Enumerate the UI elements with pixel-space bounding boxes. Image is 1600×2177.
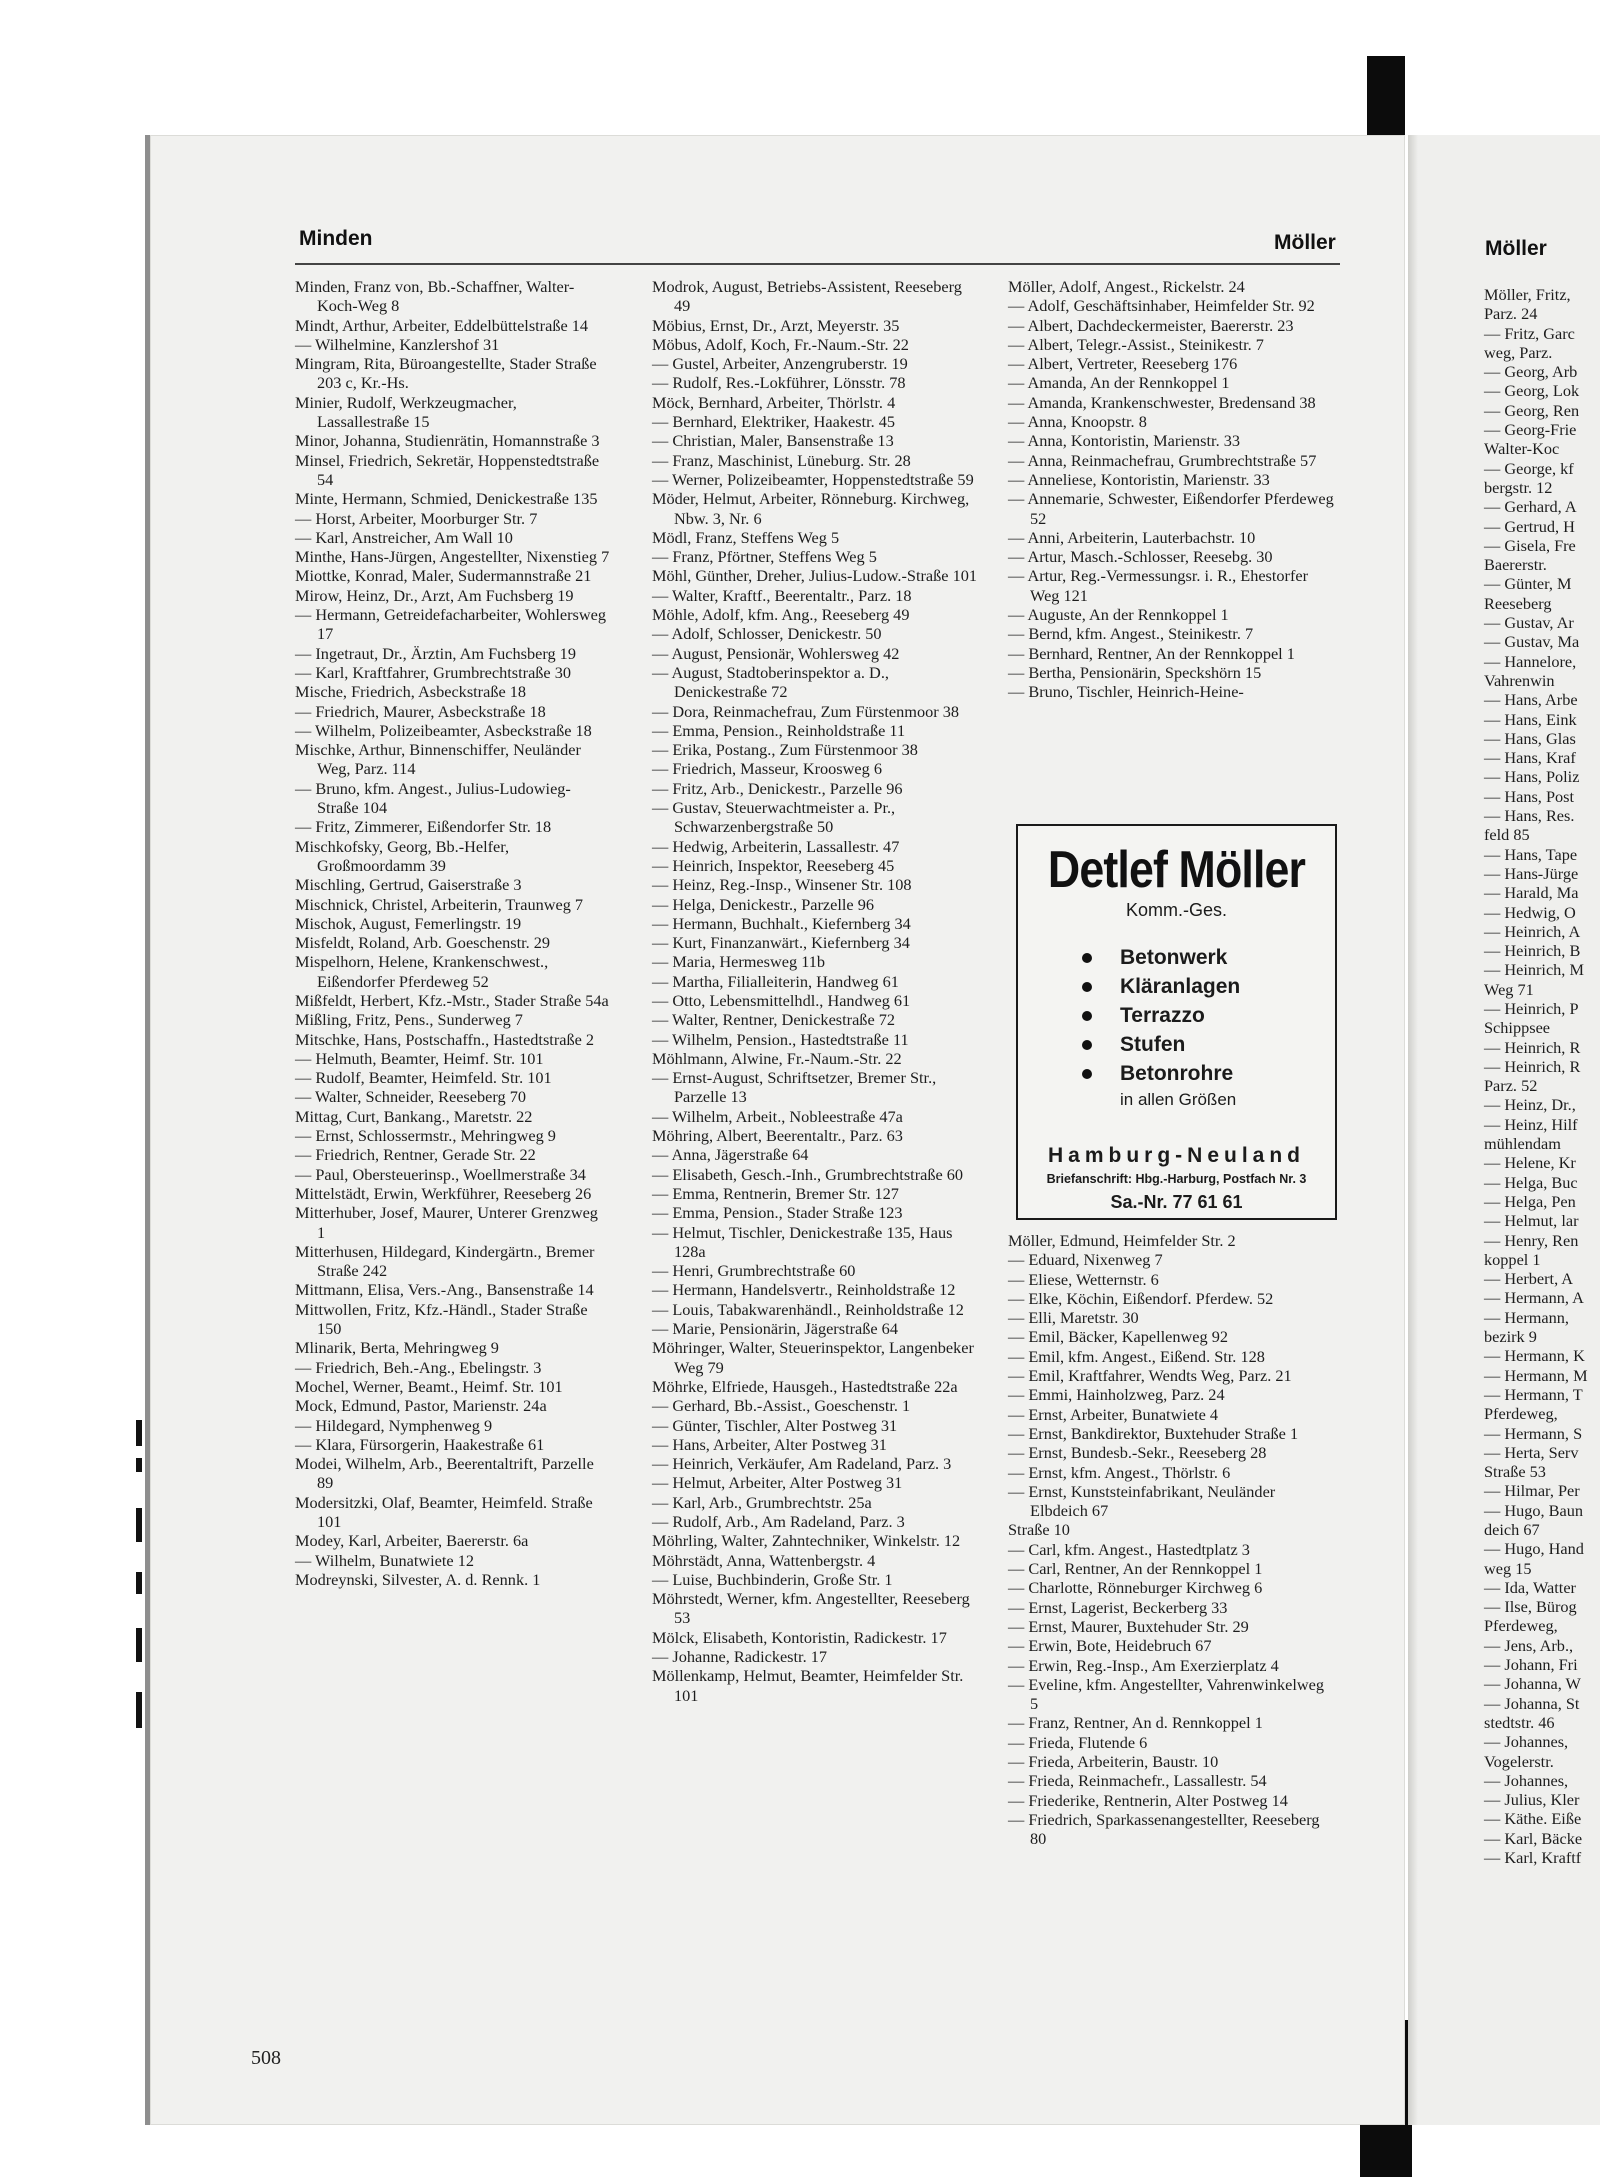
directory-entry: — Hans, Poliz	[1484, 767, 1580, 787]
directory-entry: Pferdeweg,	[1484, 1616, 1558, 1636]
directory-entry: Möhrstädt, Anna, Wattenbergstr. 4	[652, 1550, 876, 1570]
directory-entry: Walter-Koc	[1484, 439, 1560, 459]
ad-product-item: Stufen	[1082, 1030, 1335, 1059]
directory-entry: — Karl, Arb., Grumbrechtstr. 25a	[652, 1492, 872, 1512]
directory-entry: — Ernst, Lagerist, Beckerberg 33	[1008, 1597, 1228, 1617]
directory-entry: mühlendam	[1484, 1134, 1561, 1154]
directory-entry: Modersitzki, Olaf, Beamter, Heimfeld. Straße 101	[295, 1492, 593, 1531]
directory-entry: — Helmut, Arbeiter, Alter Postweg 31	[652, 1473, 903, 1493]
directory-entry: — Heinrich, M	[1484, 960, 1584, 980]
directory-entry: Möbius, Ernst, Dr., Arzt, Meyerstr. 35	[652, 315, 900, 335]
ad-product-list	[1082, 943, 1335, 1088]
bullet-icon	[1082, 1011, 1092, 1021]
directory-entry: — Karl, Kraftf	[1484, 1848, 1582, 1868]
directory-entry: — Helmut, lar	[1484, 1211, 1579, 1231]
directory-entry: — Karl, Anstreicher, Am Wall 10	[295, 527, 513, 547]
directory-entry: — Artur, Masch.-Schlosser, Reesebg. 30	[1008, 547, 1273, 567]
directory-entry: Mindt, Arthur, Arbeiter, Eddelbüttelstraße 14	[295, 315, 589, 335]
directory-entry: — Hugo, Baun	[1484, 1500, 1584, 1520]
directory-entry: — Ernst, Bankdirektor, Buxtehuder Straße 1	[1008, 1423, 1299, 1443]
directory-entry: — Hedwig, O	[1484, 902, 1576, 922]
directory-entry: — Ernst, Schlossermstr., Mehringweg 9	[295, 1126, 556, 1146]
directory-entry: — Bertha, Pensionärin, Speckshörn 15	[1008, 662, 1262, 682]
directory-entry: — Heinrich, R	[1484, 1056, 1581, 1076]
directory-entry: Möck, Bernhard, Arbeiter, Thörlstr. 4	[652, 392, 896, 412]
directory-entry: Mischnick, Christel, Arbeiterin, Traunweg 7	[295, 894, 584, 914]
directory-entry: — Klara, Fürsorgerin, Haakestraße 61	[295, 1434, 545, 1454]
directory-entry: — Heinz, Dr.,	[1484, 1095, 1576, 1115]
directory-entry: weg 15	[1484, 1558, 1532, 1578]
directory-entry: Mischok, August, Femerlingstr. 19	[295, 913, 522, 933]
directory-entry: — Eliese, Wetternstr. 6	[1008, 1269, 1159, 1289]
directory-entry: Straße 10	[1008, 1520, 1070, 1540]
directory-entry: — Karl, Bäcke	[1484, 1828, 1583, 1848]
directory-entry: — Bruno, kfm. Angest., Julius-Ludowieg-Straße 104	[295, 778, 571, 818]
directory-entry: — Amanda, Krankenschwester, Bredensand 38	[1008, 392, 1316, 412]
directory-entry: Möhrling, Walter, Zahntechniker, Winkelstr. 12	[652, 1531, 961, 1551]
directory-entry: — Heinrich, B	[1484, 941, 1581, 961]
directory-entry: Miottke, Konrad, Maler, Sudermannstraße 21	[295, 566, 592, 586]
directory-entry: Parz. 52	[1484, 1076, 1538, 1096]
running-head-left: Minden	[299, 227, 373, 250]
directory-entry: — Erwin, Bote, Heidebruch 67	[1008, 1636, 1212, 1656]
directory-entry: — Rudolf, Beamter, Heimfeld. Str. 101	[295, 1068, 552, 1088]
directory-entry: — Hans, Eink	[1484, 709, 1577, 729]
directory-entry: Mochel, Werner, Beamt., Heimf. Str. 101	[295, 1376, 563, 1396]
directory-entry: — Hugo, Hand	[1484, 1539, 1584, 1559]
directory-entry: — Adolf, Geschäftsinhaber, Heimfelder Str. 92	[1008, 296, 1315, 316]
directory-entry: — Helga, Buc	[1484, 1172, 1578, 1192]
directory-entry: — Otto, Lebensmittelhdl., Handweg 61	[652, 990, 911, 1010]
directory-entry: Mische, Friedrich, Asbeckstraße 18	[295, 682, 527, 702]
directory-entry: — Wilhelm, Polizeibeamter, Asbeckstraße 18	[295, 720, 592, 740]
directory-entry: — Elli, Maretstr. 30	[1008, 1308, 1139, 1328]
directory-entry: — Annemarie, Schwester, Eißendorfer Pferdeweg 52	[1008, 489, 1334, 528]
directory-entry: Baererstr.	[1484, 555, 1547, 575]
directory-entry: — Bruno, Tischler, Heinrich-Heine-	[1008, 682, 1244, 702]
directory-entry: — Elke, Köchin, Eißendorf. Pferdew. 52	[1008, 1288, 1274, 1308]
directory-entry: — Johanna, W	[1484, 1674, 1581, 1694]
directory-entry: — Johanne, Radickestr. 17	[652, 1647, 827, 1667]
directory-entry: — Helga, Pen	[1484, 1191, 1576, 1211]
ad-company-name: Detlef Möller	[1047, 841, 1306, 899]
directory-entry: — Henri, Grumbrechtstraße 60	[652, 1261, 856, 1281]
directory-entry: — Friedrich, Beh.-Ang., Ebelingstr. 3	[295, 1357, 542, 1377]
directory-entry: — Gustav, Ar	[1484, 613, 1574, 633]
next-page-column	[1484, 285, 1600, 1867]
directory-entry: Mißfeldt, Herbert, Kfz.-Mstr., Stader Straße 54a	[295, 990, 609, 1010]
directory-entry: — Gertrud, H	[1484, 516, 1575, 536]
directory-entry: — Heinz, Hilf	[1484, 1114, 1578, 1134]
directory-entry: Möhringer, Walter, Steuerinspektor, Langenbeker Weg 79	[652, 1338, 974, 1377]
directory-entry: — Luise, Buchbinderin, Große Str. 1	[652, 1569, 893, 1589]
directory-entry: deich 67	[1484, 1520, 1540, 1539]
directory-entry: — Hans, Res.	[1484, 806, 1575, 826]
directory-entry: Pferdeweg,	[1484, 1404, 1558, 1424]
directory-entry: Reeseberg	[1484, 593, 1552, 613]
directory-entry: — Walter, Kraftf., Beerentaltr., Parz. 18	[652, 585, 912, 605]
directory-entry: — Julius, Kler	[1484, 1790, 1580, 1810]
directory-entry: — Bernhard, Rentner, An der Rennkoppel 1	[1008, 643, 1295, 663]
directory-entry: — Frieda, Flutende 6	[1008, 1732, 1148, 1752]
directory-entry: Mirow, Heinz, Dr., Arzt, Am Fuchsberg 19	[295, 585, 574, 605]
directory-entry: — Johanna, St	[1484, 1693, 1580, 1713]
directory-entry: — Ernst, Kunststeinfabrikant, Neuländer Elbdeich 67	[1008, 1481, 1276, 1521]
directory-entry: Mischke, Arthur, Binnenschiffer, Neuländer Weg, Parz. 114	[295, 740, 581, 779]
directory-entry: — Emmi, Hainholzweg, Parz. 24	[1008, 1385, 1225, 1405]
directory-entry: — George, kf	[1484, 458, 1574, 478]
directory-entry: bergstr. 12	[1484, 477, 1553, 497]
directory-entry: — Hermann, K	[1484, 1346, 1585, 1366]
directory-entry: Minsel, Friedrich, Sekretär, Hoppenstedtstraße 54	[295, 450, 600, 489]
directory-entry: — Hans, Tape	[1484, 844, 1578, 864]
directory-entry: — Erika, Postang., Zum Fürstenmoor 38	[652, 740, 918, 760]
directory-entry: — Emil, Kraftfahrer, Wendts Weg, Parz. 21	[1008, 1366, 1292, 1386]
directory-entry: — Friederike, Rentnerin, Alter Postweg 14	[1008, 1790, 1288, 1810]
ad-city: Hamburg-Neuland	[1047, 1144, 1305, 1167]
directory-entry: — Ernst, Bundesb.-Sekr., Reeseberg 28	[1008, 1443, 1267, 1463]
advertisement	[1016, 824, 1337, 1220]
ad-product-item: Betonrohre	[1082, 1059, 1335, 1088]
directory-entry: Minthe, Hans-Jürgen, Angestellter, Nixenstieg 7	[295, 547, 610, 567]
directory-entry: — Hermann, Getreidefacharbeiter, Wohlersweg 17	[295, 605, 607, 644]
directory-entry: — Gustel, Arbeiter, Anzengruberstr. 19	[652, 354, 908, 374]
directory-entry: — Emil, kfm. Angest., Eißend. Str. 128	[1008, 1346, 1265, 1366]
directory-entry: — Walter, Rentner, Denickestraße 72	[652, 1010, 896, 1030]
directory-entry: Mingram, Rita, Büroangestellte, Stader Straße 203 c, Kr.-Hs.	[295, 354, 597, 393]
directory-entry: — Emma, Pension., Reinholdstraße 11	[652, 720, 906, 740]
bullet-icon	[1082, 953, 1092, 963]
directory-entry: — Albert, Telegr.-Assist., Steinikestr. 7	[1008, 334, 1264, 354]
directory-entry: — Hermann,	[1484, 1307, 1569, 1327]
directory-entry: — Georg, Arb	[1484, 362, 1578, 382]
directory-entry: Möhring, Albert, Beerentaltr., Parz. 63	[652, 1126, 903, 1146]
directory-entry: — Elisabeth, Gesch.-Inh., Grumbrechtstraße 60	[652, 1164, 964, 1184]
directory-entry: — Friedrich, Rentner, Gerade Str. 22	[295, 1145, 536, 1165]
directory-entry: — Hedwig, Arbeiterin, Lassallestr. 47	[652, 836, 900, 856]
directory-entry: bezirk 9	[1484, 1327, 1537, 1347]
directory-entry: — Heinrich, R	[1484, 1037, 1581, 1057]
directory-entry: — Frieda, Reinmachefr., Lassallestr. 54	[1008, 1771, 1267, 1791]
directory-entry: — Georg, Ren	[1484, 400, 1580, 420]
directory-entry: — Helmuth, Beamter, Heimf. Str. 101	[295, 1048, 544, 1068]
directory-entry: — Emma, Rentnerin, Bremer Str. 127	[652, 1183, 899, 1203]
directory-entry: — Herta, Serv	[1484, 1442, 1579, 1462]
directory-entry: — Dora, Reinmachefrau, Zum Fürstenmoor 38	[652, 701, 960, 721]
directory-entry: — Hans, Glas	[1484, 728, 1576, 748]
directory-entry: Modei, Wilhelm, Arb., Beerentaltrift, Parzelle 89	[295, 1454, 594, 1493]
column-a	[295, 277, 610, 1589]
directory-entry: — Wilhelmine, Kanzlershof 31	[295, 334, 500, 354]
column-c-top	[1008, 277, 1336, 702]
directory-entry: — Albert, Vertreter, Reeseberg 176	[1008, 354, 1238, 374]
directory-entry: stedtstr. 46	[1484, 1712, 1555, 1732]
directory-entry: — Gustav, Ma	[1484, 632, 1580, 652]
directory-entry: Mölck, Elisabeth, Kontoristin, Radickestr. 17	[652, 1627, 947, 1647]
directory-entry: — Ernst, Arbeiter, Bunatwiete 4	[1008, 1404, 1219, 1424]
directory-entry: Möller, Edmund, Heimfelder Str. 2	[1008, 1231, 1236, 1250]
directory-entry: Mittwollen, Fritz, Kfz.-Händl., Stader Straße 150	[295, 1299, 588, 1339]
directory-entry: Minte, Hermann, Schmied, Denickestraße 135	[295, 489, 598, 509]
directory-entry: — Eveline, kfm. Angestellter, Vahrenwinkelweg 5	[1008, 1674, 1324, 1714]
directory-entry: Minor, Johanna, Studienrätin, Homannstraße 3	[295, 431, 600, 451]
directory-entry: — Charlotte, Rönneburger Kirchweg 6	[1008, 1578, 1263, 1598]
directory-entry: — Louis, Tabakwarenhändl., Reinholdstraße 12	[652, 1299, 964, 1319]
bullet-icon	[1082, 982, 1092, 992]
directory-entry: — Adolf, Schlosser, Denickestr. 50	[652, 624, 882, 644]
margin-marks	[136, 1420, 145, 1750]
directory-entry: — Ida, Watter	[1484, 1577, 1576, 1597]
directory-entry: — Fritz, Zimmerer, Eißendorfer Str. 18	[295, 817, 552, 837]
directory-entry: Weg 71	[1484, 979, 1534, 999]
bullet-icon	[1082, 1069, 1092, 1079]
directory-entry: Parz. 24	[1484, 304, 1538, 324]
directory-entry: — Marie, Pensionärin, Jägerstraße 64	[652, 1319, 898, 1339]
directory-entry: Möder, Helmut, Arbeiter, Rönneburg. Kirchweg, Nbw. 3, Nr. 6	[652, 489, 970, 528]
directory-entry: — Helga, Denickestr., Parzelle 96	[652, 894, 874, 914]
directory-entry: Modreynski, Silvester, A. d. Rennk. 1	[295, 1569, 541, 1589]
directory-entry: — Anni, Arbeiterin, Lauterbachstr. 10	[1008, 527, 1256, 547]
directory-entry: Möller, Fritz,	[1484, 285, 1571, 304]
directory-entry: — Hans, Post	[1484, 786, 1575, 806]
directory-entry: — Hermann, Buchhalt., Kiefernberg 34	[652, 913, 911, 933]
directory-entry: — Hermann, T	[1484, 1384, 1583, 1404]
directory-entry: — Hermann, M	[1484, 1365, 1588, 1385]
page-number: 508	[251, 2047, 281, 2069]
directory-entry: — Anna, Kontoristin, Marienstr. 33	[1008, 431, 1240, 451]
directory-entry: — Ernst-August, Schriftsetzer, Bremer Str., Parzelle 13	[652, 1068, 937, 1107]
ad-product-item: Terrazzo	[1082, 1001, 1335, 1030]
directory-entry: — Fritz, Garc	[1484, 323, 1575, 343]
directory-entry: Mlinarik, Berta, Mehringweg 9	[295, 1338, 499, 1358]
directory-entry: — Heinrich, Verkäufer, Am Radeland, Parz. 3	[652, 1454, 952, 1474]
ad-sizes-note: in allen Größen	[1120, 1090, 1237, 1109]
directory-entry: Minden, Franz von, Bb.-Schaffner, Walter-Koch-Weg 8	[295, 277, 575, 316]
directory-entry: — Ilse, Bürog	[1484, 1597, 1577, 1617]
directory-entry: — Carl, Rentner, An der Rennkoppel 1	[1008, 1559, 1263, 1579]
directory-entry: — Anna, Knoopstr. 8	[1008, 412, 1147, 432]
directory-entry: Vahrenwin	[1484, 670, 1555, 690]
directory-entry: — Friedrich, Masseur, Kroosweg 6	[652, 759, 882, 779]
ad-product-item: Kläranlagen	[1082, 972, 1335, 1001]
directory-entry: — Johannes,	[1484, 1732, 1569, 1752]
directory-entry: — Heinrich, Inspektor, Reeseberg 45	[652, 855, 895, 875]
directory-entry: — Wilhelm, Bunatwiete 12	[295, 1550, 475, 1570]
directory-entry: Modey, Karl, Arbeiter, Baererstr. 6a	[295, 1531, 529, 1551]
directory-entry: — Hans, Kraf	[1484, 748, 1576, 768]
directory-entry: Mittmann, Elisa, Vers.-Ang., Bansenstraße 14	[295, 1280, 594, 1300]
directory-entry: — Gustav, Steuerwachtmeister a. Pr., Schwarzenbergstraße 50	[652, 798, 896, 837]
directory-entry: — Anneliese, Kontoristin, Marienstr. 33	[1008, 469, 1270, 489]
directory-entry: Minier, Rudolf, Werkzeugmacher, Lassallestraße 15	[295, 392, 517, 432]
directory-entry: Möhrstedt, Werner, kfm. Angestellter, Reeseberg 53	[652, 1589, 970, 1628]
directory-entry: — Jens, Arb.,	[1484, 1635, 1574, 1655]
directory-entry: — Christian, Maler, Bansenstraße 13	[652, 431, 894, 451]
directory-entry: — Franz, Pförtner, Steffens Weg 5	[652, 547, 877, 567]
directory-entry: Mischling, Gertrud, Gaiserstraße 3	[295, 875, 522, 895]
directory-entry: Mitschke, Hans, Postschaffn., Hastedtstraße 2	[295, 1029, 595, 1049]
ad-address: Briefanschrift: Hbg.-Harburg, Postfach Nr. 3	[1046, 1172, 1307, 1186]
directory-entry: Mittelstädt, Erwin, Werkführer, Reeseberg 26	[295, 1183, 592, 1203]
directory-entry: — Rudolf, Res.-Lokführer, Lönsstr. 78	[652, 373, 906, 393]
directory-entry: — Johannes,	[1484, 1770, 1569, 1790]
ad-phone: Sa.-Nr. 77 61 61	[1110, 1192, 1243, 1212]
directory-entry: — Amanda, An der Rennkoppel 1	[1008, 373, 1230, 393]
directory-entry: — Hermann, S	[1484, 1423, 1583, 1443]
directory-entry: Misfeldt, Roland, Arb. Goeschenstr. 29	[295, 933, 551, 953]
directory-entry: Mock, Edmund, Pastor, Marienstr. 24a	[295, 1396, 547, 1416]
left-page	[145, 135, 1405, 2125]
directory-entry: — Emil, Bäcker, Kapellenweg 92	[1008, 1327, 1228, 1347]
directory-entry: Möhrke, Elfriede, Hausgeh., Hastedtstraße 22a	[652, 1376, 958, 1396]
directory-entry: — August, Stadtoberinspektor a. D., Denickestraße 72	[652, 662, 889, 702]
directory-entry: — Friedrich, Sparkassenangestellter, Reeseberg 80	[1008, 1809, 1320, 1849]
ad-product-item: Betonwerk	[1082, 943, 1335, 972]
directory-entry: — Henry, Ren	[1484, 1230, 1579, 1250]
directory-entry: — Heinrich, A	[1484, 921, 1581, 941]
directory-entry: Mißling, Fritz, Pens., Sunderweg 7	[295, 1010, 523, 1030]
directory-entry: — Artur, Reg.-Vermessungsr. i. R., Ehestorfer Weg 121	[1008, 566, 1309, 605]
directory-entry: — Anna, Jägerstraße 64	[652, 1145, 809, 1165]
directory-entry: koppel 1	[1484, 1249, 1541, 1269]
directory-entry: Möbus, Adolf, Koch, Fr.-Naum.-Str. 22	[652, 334, 909, 354]
directory-entry: — Walter, Schneider, Reeseberg 70	[295, 1087, 526, 1107]
directory-entry: — Hermann, A	[1484, 1288, 1584, 1308]
directory-entry: — Hans-Jürge	[1484, 863, 1579, 883]
directory-entry: Möhlmann, Alwine, Fr.-Naum.-Str. 22	[652, 1048, 902, 1068]
directory-entry: Straße 53	[1484, 1462, 1546, 1482]
directory-entry: — Wilhelm, Pension., Hastedtstraße 11	[652, 1029, 909, 1049]
running-head-right: Möller	[1274, 231, 1336, 254]
directory-entry: — Martha, Filialleiterin, Handweg 61	[652, 971, 899, 991]
directory-entry: — Bernd, kfm. Angest., Steinikestr. 7	[1008, 624, 1254, 644]
directory-entry: — Fritz, Arb., Denickestr., Parzelle 96	[652, 778, 903, 798]
directory-entry: — Gerhard, A	[1484, 497, 1577, 517]
directory-entry: — Georg-Frie	[1484, 420, 1577, 440]
directory-entry: — Heinrich, P	[1484, 998, 1579, 1018]
directory-entry: — Kurt, Finanzanwärt., Kiefernberg 34	[652, 933, 910, 953]
directory-entry: — Anna, Reinmachefrau, Grumbrechtstraße 57	[1008, 450, 1317, 470]
directory-entry: — Albert, Dachdeckermeister, Baererstr. 23	[1008, 315, 1294, 335]
directory-entry: — Karl, Kraftfahrer, Grumbrechtstraße 30	[295, 662, 572, 682]
directory-entry: — Carl, kfm. Angest., Hastedtplatz 3	[1008, 1539, 1250, 1559]
directory-entry: — Frieda, Arbeiterin, Baustr. 10	[1008, 1752, 1219, 1772]
directory-entry: Mittag, Curt, Bankang., Maretstr. 22	[295, 1106, 533, 1126]
directory-entry: — Wilhelm, Arbeit., Nobleestraße 47a	[652, 1106, 903, 1126]
directory-entry: — Ingetraut, Dr., Ärztin, Am Fuchsberg 19	[295, 643, 576, 663]
directory-entry: — Erwin, Reg.-Insp., Am Exerzierplatz 4	[1008, 1655, 1279, 1675]
directory-entry: Mitterhusen, Hildegard, Kindergärtn., Bremer Straße 242	[295, 1241, 595, 1281]
bullet-icon	[1082, 1040, 1092, 1050]
column-c-bottom	[1008, 1231, 1336, 1849]
directory-entry: — Franz, Rentner, An d. Rennkoppel 1	[1008, 1713, 1263, 1733]
directory-entry: Möhl, Günther, Dreher, Julius-Ludow.-Straße 101	[652, 566, 978, 586]
directory-entry: — Horst, Arbeiter, Moorburger Str. 7	[295, 508, 538, 528]
directory-entry: — Hermann, Handelsvertr., Reinholdstraße 12	[652, 1280, 956, 1300]
directory-entry: — Friedrich, Maurer, Asbeckstraße 18	[295, 701, 546, 721]
directory-entry: — Johann, Fri	[1484, 1655, 1578, 1675]
directory-entry: — August, Pensionär, Wohlersweg 42	[652, 643, 900, 663]
right-page	[1408, 135, 1600, 2125]
directory-entry: Vogelerstr.	[1484, 1751, 1554, 1771]
directory-entry: — Hans, Arbe	[1484, 690, 1578, 710]
directory-entry: — Hans, Arbeiter, Alter Postweg 31	[652, 1434, 887, 1454]
directory-entry: — Helmut, Tischler, Denickestraße 135, Haus 128a	[652, 1222, 953, 1261]
directory-entry: Modrok, August, Betriebs-Assistent, Reeseberg 49	[652, 277, 962, 316]
directory-entry: Möller, Adolf, Angest., Rickelstr. 24	[1008, 277, 1245, 296]
directory-entry: — Helene, Kr	[1484, 1153, 1576, 1173]
directory-entry: Mischkofsky, Georg, Bb.-Helfer, Großmoordamm 39	[295, 836, 510, 875]
directory-entry: — Eduard, Nixenweg 7	[1008, 1250, 1163, 1270]
directory-entry: — Werner, Polizeibeamter, Hoppenstedtstraße 59	[652, 469, 974, 489]
directory-entry: — Günter, Tischler, Alter Postweg 31	[652, 1415, 898, 1435]
directory-entry: — Emma, Pension., Stader Straße 123	[652, 1203, 903, 1223]
column-b	[652, 277, 977, 1705]
directory-entry: — Bernhard, Elektriker, Haakestr. 45	[652, 412, 896, 432]
directory-entry: Mödl, Franz, Steffens Weg 5	[652, 527, 840, 547]
directory-entry: — Ernst, kfm. Angest., Thörlstr. 6	[1008, 1462, 1231, 1482]
directory-entry: — Hannelore,	[1484, 651, 1577, 671]
header-rule	[295, 263, 1340, 265]
directory-entry: — Harald, Ma	[1484, 883, 1579, 903]
directory-entry: — Maria, Hermesweg 11b	[652, 952, 826, 972]
directory-entry: — Rudolf, Arb., Am Radeland, Parz. 3	[652, 1512, 905, 1531]
ad-company-type: Komm.-Ges.	[1125, 900, 1227, 920]
directory-entry: — Hilmar, Per	[1484, 1481, 1580, 1501]
running-head-next-page: Möller	[1485, 237, 1547, 260]
directory-entry: — Günter, M	[1484, 574, 1572, 594]
directory-entry: — Franz, Maschinist, Lüneburg. Str. 28	[652, 450, 911, 470]
directory-entry: Mitterhuber, Josef, Maurer, Unterer Grenzweg 1	[295, 1203, 598, 1242]
directory-entry: feld 85	[1484, 825, 1530, 845]
directory-entry: Mispelhorn, Helene, Krankenschwest., Eißendorfer Pferdeweg 52	[295, 952, 549, 991]
directory-entry: Möllenkamp, Helmut, Beamter, Heimfelder Str. 101	[652, 1666, 964, 1705]
directory-entry: — Paul, Obersteuerinsp., Woellmerstraße 34	[295, 1164, 586, 1184]
directory-entry: — Gisela, Fre	[1484, 535, 1576, 555]
directory-entry: Möhle, Adolf, kfm. Ang., Reeseberg 49	[652, 605, 910, 625]
directory-entry: — Hildegard, Nymphenweg 9	[295, 1415, 493, 1435]
directory-entry: — Georg, Lok	[1484, 381, 1580, 401]
directory-entry: — Auguste, An der Rennkoppel 1	[1008, 605, 1229, 625]
directory-entry: — Käthe. Eiße	[1484, 1809, 1582, 1829]
directory-entry: — Gerhard, Bb.-Assist., Goeschenstr. 1	[652, 1396, 911, 1416]
directory-entry: — Herbert, A	[1484, 1269, 1574, 1289]
directory-entry: — Ernst, Maurer, Buxtehuder Str. 29	[1008, 1616, 1249, 1636]
directory-entry: Schippsee	[1484, 1018, 1551, 1038]
directory-entry: weg, Parz.	[1484, 342, 1553, 362]
directory-entry: — Heinz, Reg.-Insp., Winsener Str. 108	[652, 875, 912, 895]
